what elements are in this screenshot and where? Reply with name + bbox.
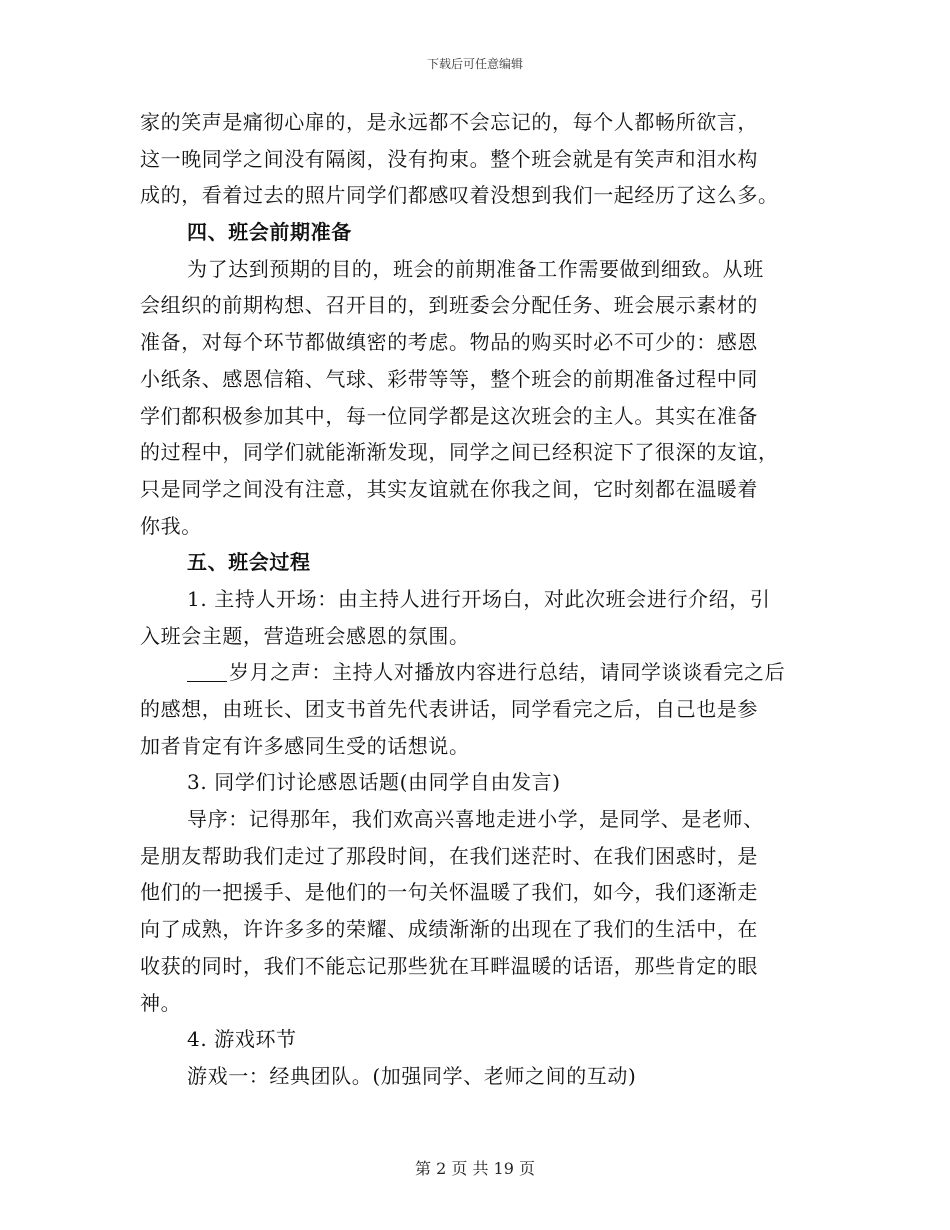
paragraph-line (140, 251, 820, 288)
paragraph-line (140, 434, 820, 471)
section-heading (140, 544, 820, 581)
line-text: 岁月之声：主持人对播放内容进行总结，请同学谈谈看完之后 (229, 660, 786, 685)
paragraph-line (140, 287, 820, 324)
line-text: 为了达到预期的目的，班会的前期准备工作需要做到细致。从班 (187, 256, 764, 281)
line-text: 学们都积极参加其中，每一位同学都是这次班会的主人。其实在准备 (140, 403, 758, 428)
paragraph-line (140, 398, 820, 435)
line-text: 会组织的前期构想、召开目的，到班委会分配任务、班会展示素材的 (140, 293, 758, 318)
paragraph-line (140, 508, 820, 545)
line-text: 的过程中，同学们就能渐渐发现，同学之间已经积淀下了很深的友谊， (140, 440, 779, 465)
paragraph-line (140, 177, 820, 214)
paragraph-line (140, 838, 820, 875)
paragraph-line (140, 361, 820, 398)
paragraph-line (140, 581, 820, 618)
line-text: 向了成熟，许许多多的荣耀、成绩渐渐的出现在了我们的生活中，在 (140, 917, 758, 942)
paragraph-line (140, 691, 820, 728)
line-text: 家的笑声是痛彻心扉的，是永远都不会忘记的，每个人都畅所欲言， (140, 110, 758, 134)
line-text: 导序：记得那年，我们欢高兴喜地走进小学，是同学、是老师、 (187, 807, 764, 832)
line-text: 是朋友帮助我们走过了那段时间，在我们迷茫时、在我们困惑时，是 (140, 843, 758, 868)
paragraph-line (140, 728, 820, 765)
line-text: 游戏一：经典团队。(加强同学、老师之间的互动) (187, 1063, 637, 1088)
line-text: 成的，看着过去的照片同学们都感叹着没想到我们一起经历了这么多。 (140, 183, 779, 208)
line-text: 加者肯定有许多感同生受的话想说。 (140, 733, 470, 758)
paragraph-line (140, 911, 820, 948)
line-text: 的感想，由班长、团支书首先代表讲话，同学看完之后，自己也是参 (140, 697, 758, 721)
paragraph-line (140, 324, 820, 361)
paragraph-line (140, 874, 820, 911)
paragraph-line (140, 801, 820, 838)
line-text: 他们的一把援手、是他们的一句关怀温暖了我们，如今，我们逐渐走 (140, 880, 758, 905)
page-header: 下载后可任意编辑 (426, 57, 523, 71)
heading-text: 五、班会过程 (187, 550, 311, 575)
fill-in-blank (187, 659, 227, 682)
document-body (140, 104, 820, 1095)
line-text: 准备，对每个环节都做缜密的考虑。物品的购买时必不可少的：感恩 (140, 330, 758, 355)
line-text: 小纸条、感恩信箱、气球、彩带等等，整个班会的前期准备过程中同 (140, 366, 758, 391)
line-text: 这一晚同学之间没有隔阂，没有拘束。整个班会就是有笑声和泪水构 (140, 146, 758, 171)
paragraph-line (140, 141, 820, 178)
line-text: 神。 (140, 990, 182, 1015)
paragraph-line (140, 471, 820, 508)
paragraph-line (140, 618, 820, 655)
paragraph-line (140, 1021, 820, 1058)
line-text: 4. 游戏环节 (187, 1027, 297, 1052)
line-text: 入班会主题，营造班会感恩的氛围。 (140, 623, 470, 648)
line-text: 收获的同时，我们不能忘记那些犹在耳畔温暖的话语，那些肯定的眼 (140, 953, 758, 978)
line-text: 你我。 (140, 513, 202, 538)
paragraph-line (140, 764, 820, 801)
line-text: 3. 同学们讨论感恩话题(由同学自由发言) (187, 770, 561, 795)
paragraph-line (140, 654, 820, 691)
paragraph-line (140, 104, 820, 141)
section-heading (140, 214, 820, 251)
page-footer: 第 2 页 共 19 页 (415, 1159, 535, 1178)
line-text: 只是同学之间没有注意，其实友谊就在你我之间，它时刻都在温暖着 (140, 476, 758, 501)
line-text: 1. 主持人开场：由主持人进行开场白，对此次班会进行介绍，引 (187, 586, 771, 611)
paragraph-line (140, 948, 820, 985)
heading-text: 四、班会前期准备 (187, 220, 352, 245)
paragraph-line (140, 1058, 820, 1095)
paragraph-line (140, 985, 820, 1022)
